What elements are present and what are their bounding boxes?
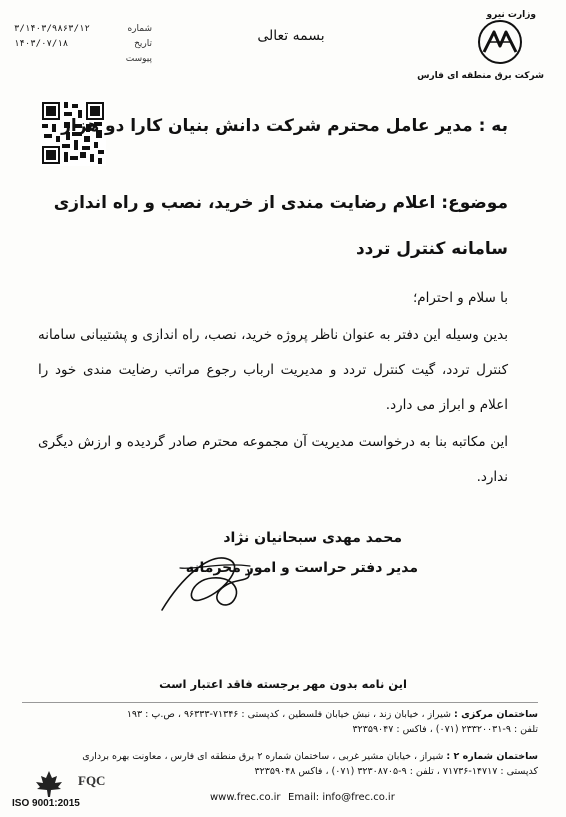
maple-leaf-cert-icon <box>34 770 64 798</box>
building2-label: ساختمان شماره ۲ : <box>446 751 538 762</box>
email-link[interactable]: info@frec.co.ir <box>322 792 395 803</box>
building2-phone: کدپستی : ۱۴۷۱۷-۷۱۷۳۶ ، تلفن : ۹-۳۲۳۰۸۷۰۵ (۰۷۱) ، فاکس ۳۲۳۵۹۰۴۸ <box>254 766 538 777</box>
ministry-name: وزارت نیرو <box>486 10 536 20</box>
addressee: به : مدیر عامل محترم شرکت دانش بنیان کارا دو هزار <box>61 116 508 136</box>
letter-number: ۳/۱۴۰۳/۹۸۶۳/۱۲ <box>14 24 90 34</box>
company-name: شرکت برق منطقه ای فارس <box>417 71 544 81</box>
building2-text: شیراز ، خیابان مشیر غربی ، ساختمان شماره ۲ برق منطقه ای فارس ، معاونت بهره برداری <box>82 751 444 762</box>
central-building-phone: تلفن : ۹-۲۳۳۲۰۰۳۱ (۰۷۱) ، فاکس : ۳۲۳۵۹۰۴۷ <box>352 724 538 735</box>
email-line <box>288 792 395 803</box>
attachment-label: پیوست <box>125 54 152 64</box>
company-logo-icon <box>476 18 524 66</box>
iso-certification: ISO 9001:2015 <box>12 798 80 809</box>
footer-divider <box>22 702 538 703</box>
central-building-label: ساختمان مرکزی : <box>453 709 538 720</box>
building2-address <box>82 751 538 762</box>
central-building-address <box>127 709 538 720</box>
date-label: تاریخ <box>134 39 152 49</box>
signer-position: مدیر دفتر حراست و امور محرمانه <box>185 560 418 576</box>
email-label: Email: <box>288 792 320 803</box>
fqc-cert-logo: FQC <box>78 773 106 788</box>
number-label: شماره <box>127 24 152 34</box>
letter-date: ۱۴۰۳/۰۷/۱۸ <box>14 39 69 49</box>
greeting: با سلام و احترام؛ <box>412 290 508 306</box>
validity-notice: این نامه بدون مهر برجسته فاقد اعتبار است <box>159 677 407 691</box>
central-building-text: شیراز ، خیابان زند ، نبش خیابان فلسطین ، کدپستی : ۷۱۳۴۶-۹۶۳۳۳ ، ص.پ : ۱۹۳ <box>126 709 451 720</box>
basmala: بسمه تعالی <box>257 28 325 44</box>
body-paragraph-2: این مکاتبه بنا به درخواست مدیریت آن مجموعه محترم صادر گردیده و ارزش دیگری ندارد. <box>38 434 508 485</box>
signer-name: محمد مهدی سبحانیان نژاد <box>223 530 402 546</box>
letter-date-row <box>14 37 152 52</box>
letter-meta <box>14 22 152 67</box>
letter-number-row <box>14 22 152 37</box>
subject: موضوع: اعلام رضایت مندی از خرید، نصب و راه اندازی سامانه کنترل تردد <box>53 193 508 259</box>
handwritten-signature-icon <box>150 540 260 620</box>
website-link[interactable]: www.frec.co.ir <box>210 792 281 803</box>
attachment-row <box>14 52 152 67</box>
body-paragraph-1: بدین وسیله این دفتر به عنوان ناظر پروژه خرید، نصب، راه اندازی و پشتیبانی سامانه کنترل تردد، گیت کنترل تردد و مدیریت ارباب رجوع مراتب رضایت مندی خود را اعلام و ابراز می دارد. <box>38 327 508 413</box>
